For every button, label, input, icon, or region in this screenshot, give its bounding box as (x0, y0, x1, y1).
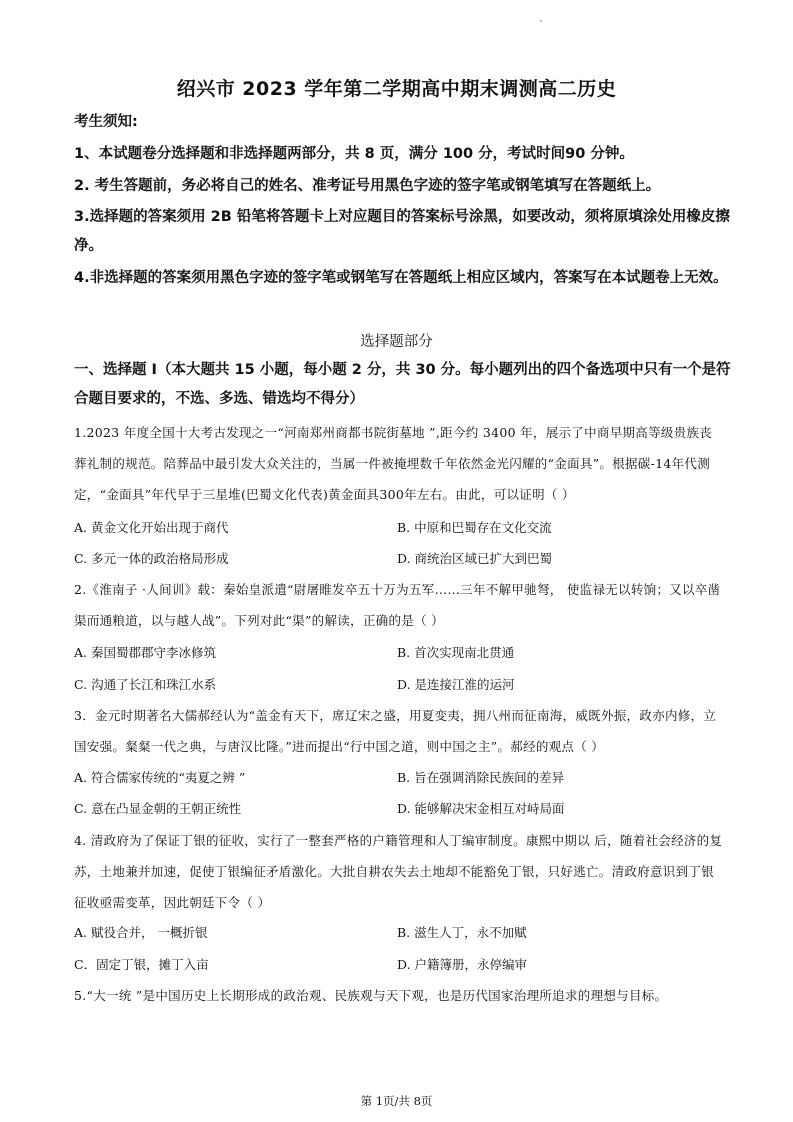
question-4-option-a: A. 赋役合并， 一概折银 (74, 925, 208, 940)
question-2-option-c: C. 沟通了长江和珠江水系 (74, 677, 217, 692)
question-4-option-c: C．固定丁银，摊丁入亩 (74, 957, 209, 972)
question-1-option-c: C. 多元一体的政治格局形成 (74, 551, 229, 566)
question-1-option-d: D. 商统治区域已扩大到巴蜀 (397, 551, 553, 566)
question-5-stem: 5.“大一统 ”是中国历史上长期形成的政治观、民族观与天下观，也是历代国家治理所追求的理想与目标。 (74, 988, 668, 1003)
notice-item-4: 4.非选择题的答案须用黑色字迹的签字笔或钢笔写在答题纸上相应区域内，答案写在本试题卷上无效。 (74, 270, 728, 286)
notice-item-1: 1、本试题卷分选择题和非选择题两部分，共 8 页，满分 100 分，考试时间90 分钟。 (74, 146, 634, 162)
question-3-stem: 3．金元时期著名大儒郝经认为“盖金有天下，席辽宋之盛，用夏变夷，拥八州而征南海，威既外振，政亦内修，立国安强。粲粲一代之典，与唐汉比隆。”进而提出“行中国之道，则中国之主”。郝经的观点（ ） (74, 708, 717, 754)
question-2-option-b: B. 首次实现南北贯通 (397, 645, 515, 660)
section-title: 选择题部分 (360, 334, 433, 350)
question-4-option-d: D. 户籍簿册，永停编审 (397, 957, 528, 972)
question-2-stem: 2.《淮南子 ·人间训》载：秦始皇派遣“尉屠睢发卒五十万为五军……三年不解甲驰弩， 使监禄无以转饷；又以卒凿渠而通粮道，以与越人战”。下列对此“渠”的解读，正确的是（ ） (74, 582, 721, 628)
question-3-option-c: C. 意在凸显金朝的王朝正统性 (74, 801, 242, 816)
question-3-option-d: D. 能够解决宋金相互对峙局面 (397, 801, 565, 816)
question-3-option-b: B. 旨在强调消除民族间的差异 (397, 770, 565, 785)
question-4-option-b: B. 滋生人丁，永不加赋 (397, 925, 527, 940)
question-1-option-a: A. 黄金文化开始出现于商代 (74, 520, 229, 535)
page-number: 第 1页/共 8页 (360, 1094, 433, 1108)
question-1-option-b: B. 中原和巴蜀存在文化交流 (397, 520, 552, 535)
page-title: 绍兴市 2023 学年第二学期高中期末调测高二历史 (176, 78, 617, 100)
notice-item-3: 3.选择题的答案须用 2B 铅笔将答题卡上对应题目的答案标号涂黑，如要改动，须将原填涂处用橡皮擦净。 (74, 209, 730, 254)
scan-artifact (540, 20, 542, 22)
notice-item-2: 2. 考生答题前，务必将自己的姓名、准考证号用黑色字迹的签字笔或钢笔填写在答题纸上。 (74, 178, 661, 194)
question-2-option-d: D. 是连接江淮的运河 (397, 677, 515, 692)
question-4-stem: 4. 清政府为了保证丁银的征收，实行了一整套严格的户籍管理和人丁编审制度。康熙中期以 后，随着社会经济的复苏，土地兼并加速，促使丁银编征矛盾激化。大批自耕农失去土地却不能豁免丁银，只好逃亡。清政府意识到丁银征收亟需变革，因此朝廷下令（ ） (74, 833, 723, 910)
question-2-option-a: A. 秦国蜀郡郡守李冰修筑 (74, 645, 216, 660)
question-1-stem: 1.2023 年度全国十大考古发现之一“河南郑州商都书院街墓地 ”,距今约 3400 年，展示了中商早期高等级贵族丧葬礼制的规范。陪葬品中最引发大众关注的，当属一件被掩埋数千年依然金光闪耀的“金面具”。根据碳-14年代测定，“金面具”年代早于三星堆(巴蜀文化代表)黄金面具300年左右。由此，可以证明（ ） (74, 425, 713, 502)
part-heading: 一、选择题 I（本大题共 15 小题，每小题 2 分，共 30 分。每小题列出的四个备选项中只有一个是符合题目要求的，不选、多选、错选均不得分） (74, 362, 731, 407)
notice-heading: 考生须知: (74, 114, 138, 130)
question-3-option-a: A. 符合儒家传统的“夷夏之辨 ” (74, 770, 246, 785)
